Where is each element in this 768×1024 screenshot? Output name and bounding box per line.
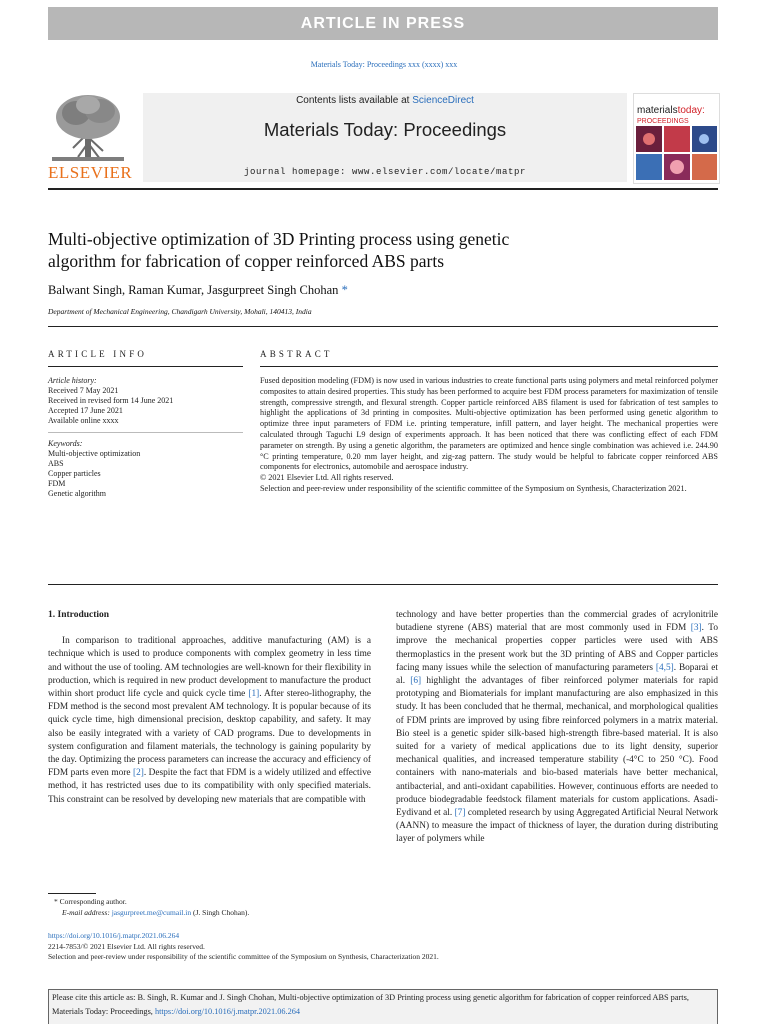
cover-image	[634, 124, 719, 184]
history-online: Available online xxxx	[48, 416, 119, 425]
title-rule	[48, 326, 718, 327]
journal-title: Materials Today: Proceedings	[263, 119, 507, 140]
intro-paragraph	[48, 635, 371, 807]
keyword: FDM	[48, 479, 66, 488]
cite-doi-link[interactable]: https://doi.org/10.1016/j.matpr.2021.06.264	[154, 1007, 301, 1016]
title-line-2: algorithm for fabrication of copper reinforced ABS parts	[48, 251, 445, 271]
abstract-bottom-rule	[48, 584, 718, 585]
history-received: Received 7 May 2021	[48, 386, 119, 395]
body-text: highlight the advantages of fiber reinforced polymer materials for rapid prototyping and Biomaterials for implant manufacturing are also emphasized in this study. It has been concluded that he thermal, mechanical, and morphological qualities of FDM prints are improved by using fibre reinforced polymers in a matrix material. Bio steel is a genetic spider silk-based high-strength fibre-based material. It is also suited for a variety of medical applications due to its light density, superior mechanical qualities, and increased temperature stability (-4°C to 250 °C). Food containers with nano-materials and bio-based materials have better mechanical, antibacterial, and anti-oxidant capabilities. However, continuous efforts are needed to produce biodegradable feedstock filament materials for custom applications. Asadi-Eydivand et al.	[396, 676, 719, 819]
article-info-heading: ARTICLE INFO	[48, 349, 148, 359]
citation-link[interactable]: [7]	[454, 808, 466, 819]
email-suffix: (J. Singh Chohan).	[191, 908, 250, 917]
article-info	[48, 376, 243, 499]
cover-brand-c: PROCEEDINGS	[637, 118, 689, 125]
article-in-press-banner: ARTICLE IN PRESS	[48, 7, 718, 40]
keywords-divider	[48, 432, 243, 433]
history-label: Article history:	[48, 376, 97, 385]
footnote	[48, 896, 378, 918]
history-accepted: Accepted 17 June 2021	[48, 406, 123, 415]
journal-reference[interactable]: Materials Today: Proceedings xxx (xxxx) xxx	[310, 60, 458, 69]
contents-line	[143, 95, 627, 106]
abstract-body	[260, 376, 718, 495]
citation-link[interactable]: [3]	[690, 623, 702, 634]
footnote-rule	[48, 893, 96, 894]
body-text: . To improve the mechanical properties copper particles were used with ABS thermoplastics in the present work but the 3D printing of ABS and Copper particles facing many issues while the selection of manufacturing parameters	[396, 623, 718, 673]
cite-text: Please cite this article as: B. Singh, R. Kumar and J. Singh Chohan, Multi-objective optimization of 3D Printing process using genetic algorithm for fabrication of copper reinforced ABS parts, Materials Today: Proceedings,	[52, 993, 689, 1016]
body-column-2	[396, 609, 718, 847]
corresponding-author-mark[interactable]: *	[341, 283, 348, 297]
keyword: ABS	[48, 459, 64, 468]
issn-line: 2214-7853/© 2021 Elsevier Ltd. All rights reserved.	[48, 941, 205, 951]
history-revised: Received in revised form 14 June 2021	[48, 396, 174, 405]
abstract-rule	[260, 366, 718, 367]
keyword: Copper particles	[48, 469, 101, 478]
header-rule	[48, 188, 718, 190]
article-title	[48, 228, 708, 272]
affiliation: Department of Mechanical Engineering, Chandigarh University, Mohali, 140413, India	[48, 307, 312, 316]
intro-paragraph-continued	[396, 609, 718, 847]
body-text: completed research by using Aggregated Artificial Neural Network (AANN) to measure the impact of thickness of layer, the duration during distributing layer of polymers while	[396, 808, 718, 845]
journal-homepage[interactable]: journal homepage: www.elsevier.com/locate/matpr	[243, 167, 527, 177]
contents-prefix: Contents lists available at	[296, 95, 413, 106]
elsevier-logo	[48, 93, 133, 182]
body-text: In comparison to traditional approaches, additive manufacturing (AM) is a technique which is used to produce components with complex geometry in less time and without the use of tooling. AM technologies are well-known for their flexibility in production, which is required in new product development to manufacture the product within short product life cycle and quick cycle time	[48, 636, 371, 700]
abstract-text: Fused deposition modeling (FDM) is now used in various industries to create functional parts using polymers and metal reinforced polymer composites to attain desired properties. This study has been performed to acquire best FDM process parameters for maximization of tensile strength, compressive strength, and flexural strength. Copper particle reinforced ABS filament is used for fabrication of test samples to highlight the applications of 3d printing in composites. Multi-objective optimization has been performed using genetic algorithm to optimize three input parameters of FDM i.e. printing temperature, infill pattern, and layer height. The mechanical properties were calculated through Taguchi L9 design of experiments approach. It has been noticed that there was conflicting effect of each FDM parameter on strength. By using a genetic algorithm, the parameters are optimized and hence single combination was achieved i.e. 244.90 °C printing temperature, 0.20 mm layer height, and zig-zag pattern. The study would be helpful to fabricate copper reinforced ABS components for electronics, automobile and aerospace industry.	[260, 376, 718, 472]
doi-block	[48, 931, 718, 963]
keywords-label: Keywords:	[48, 439, 83, 448]
sciencedirect-link[interactable]: ScienceDirect	[412, 95, 474, 106]
title-line-1: Multi-objective optimization of 3D Printing process using genetic	[48, 229, 510, 249]
info-rule	[48, 366, 243, 367]
cover-brand-b: today:	[677, 105, 705, 116]
cover-brand-a: materials	[637, 105, 678, 116]
journal-cover-thumbnail	[633, 93, 720, 184]
abstract-peer-review: Selection and peer-review under responsibility of the scientific committee of the Symposium on Synthesis, Characterization 2021.	[260, 483, 687, 493]
abstract-heading: ABSTRACT	[260, 349, 333, 359]
body-text: . Despite the fact that FDM is a widely utilized and effective method, it has restricted uses due to its compatibility with only specified materials. This constraint can be resolved by developing new materials that are compatible with	[48, 768, 372, 805]
abstract-copyright: © 2021 Elsevier Ltd. All rights reserved.	[260, 473, 394, 483]
footnote-corresponding: * Corresponding author.	[54, 897, 127, 906]
section-heading-introduction: 1. Introduction	[48, 610, 110, 620]
citation-link[interactable]: [1]	[248, 689, 260, 700]
tree-icon	[48, 93, 128, 163]
citation-link[interactable]: [4,5]	[655, 662, 674, 673]
body-text: technology and have better properties than the commercial grades of acrylonitrile butadiene styrene (ABS) material that are most commonly used in FDM	[396, 610, 718, 634]
body-column-1	[48, 609, 371, 807]
keyword: Multi-objective optimization	[48, 449, 141, 458]
citation-link[interactable]: [2]	[132, 768, 144, 779]
email-label: E-mail address:	[62, 908, 112, 917]
authors-text: Balwant Singh, Raman Kumar, Jasgurpreet Singh Chohan	[48, 283, 339, 297]
author-list	[48, 283, 348, 298]
author-email-link[interactable]: jasgurpreet.me@cumail.in	[111, 908, 192, 917]
citation-text	[52, 991, 714, 1019]
citation-link[interactable]: [6]	[410, 676, 422, 687]
body-text: . Boparai et al.	[396, 662, 718, 687]
elsevier-wordmark: ELSEVIER	[48, 163, 133, 182]
keyword: Genetic algorithm	[48, 489, 106, 498]
doi-link[interactable]: https://doi.org/10.1016/j.matpr.2021.06.264	[48, 931, 180, 940]
footer-peer-review: Selection and peer-review under responsibility of the scientific committee of the Symposium on Synthesis, Characterization 2021.	[48, 952, 439, 961]
body-text: . After stereo-lithography, the FDM method is the second most prevalent AM technology. It is popular because of its quick cycle time, high dimensional precision, desktop capability, and safety. It may also be easily integrated with a variety of CAD programs. Due to developments in system configuration and filament materials, the technology is gaining popularity by the day. Optimizing the process parameters can increase the accuracy and efficiency of FDM parts even more	[48, 689, 371, 779]
